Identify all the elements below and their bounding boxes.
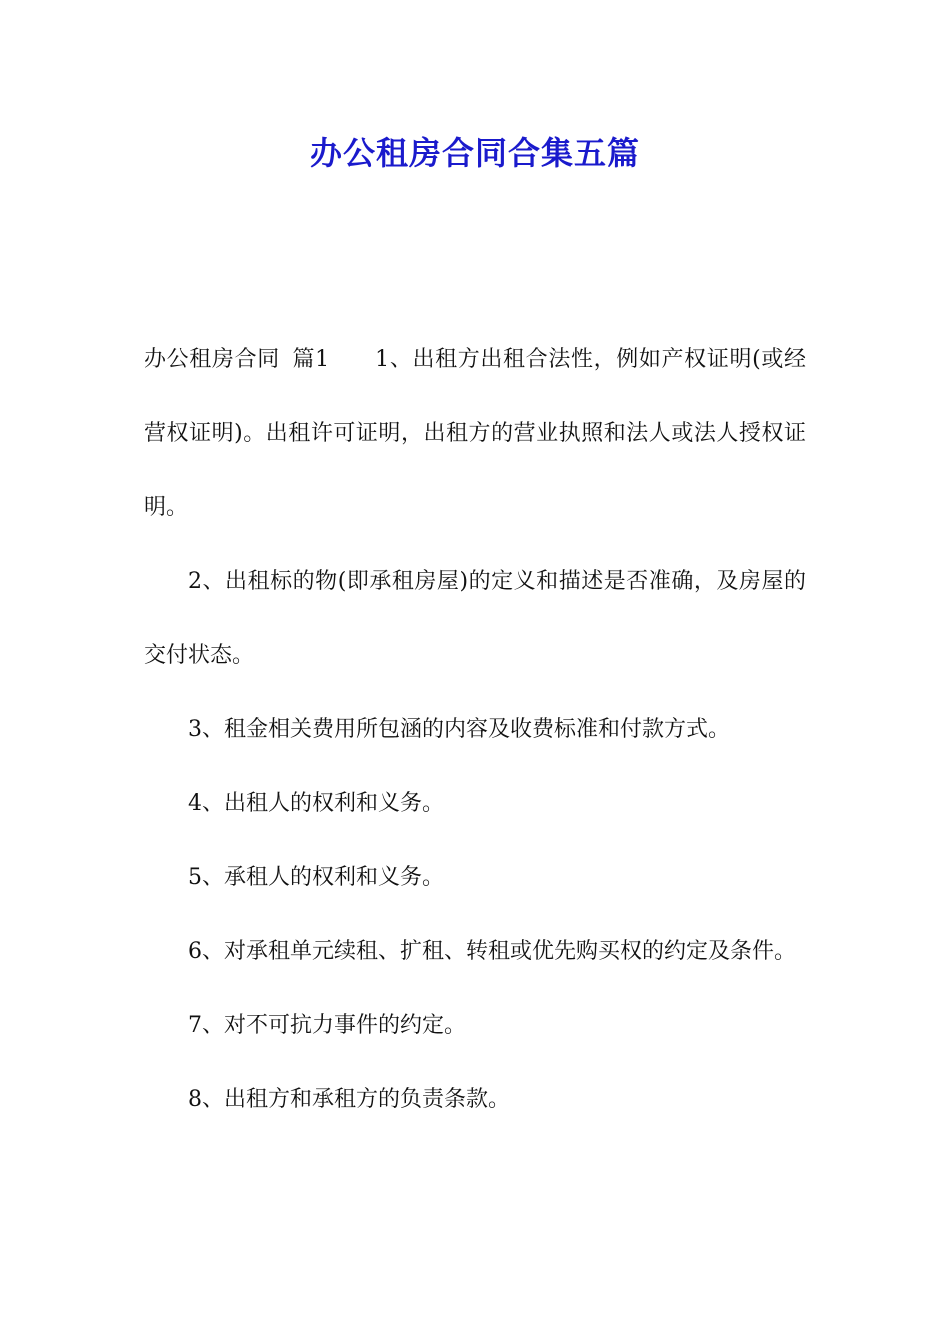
page-title: 办公租房合同合集五篇: [309, 134, 640, 172]
paragraph-1-text: 1、出租方出租合法性，例如产权证明(或经营权证明)。出租许可证明，出租方的营业执照和法人或法人授权证明。: [144, 347, 806, 520]
section-label: 篇1: [291, 347, 330, 372]
paragraph-5: 5、承租人的权利和义务。: [188, 865, 444, 890]
paragraph-6: 6、对承租单元续租、扩租、转租或优先购买权的约定及条件。: [188, 939, 796, 964]
paragraph-1: [144, 323, 806, 545]
paragraph-7: 7、对不可抗力事件的约定。: [188, 1013, 466, 1038]
paragraph-8: 8、出租方和承租方的负责条款。: [188, 1087, 510, 1112]
paragraph-3: 3、租金相关费用所包涵的内容及收费标准和付款方式。: [188, 717, 730, 742]
document-body: [144, 323, 806, 1137]
paragraph-2: 2、出租标的物(即承租房屋)的定义和描述是否准确，及房屋的交付状态。: [144, 569, 806, 668]
section-heading: 办公租房合同: [144, 347, 280, 372]
paragraph-4: 4、出租人的权利和义务。: [188, 791, 444, 816]
